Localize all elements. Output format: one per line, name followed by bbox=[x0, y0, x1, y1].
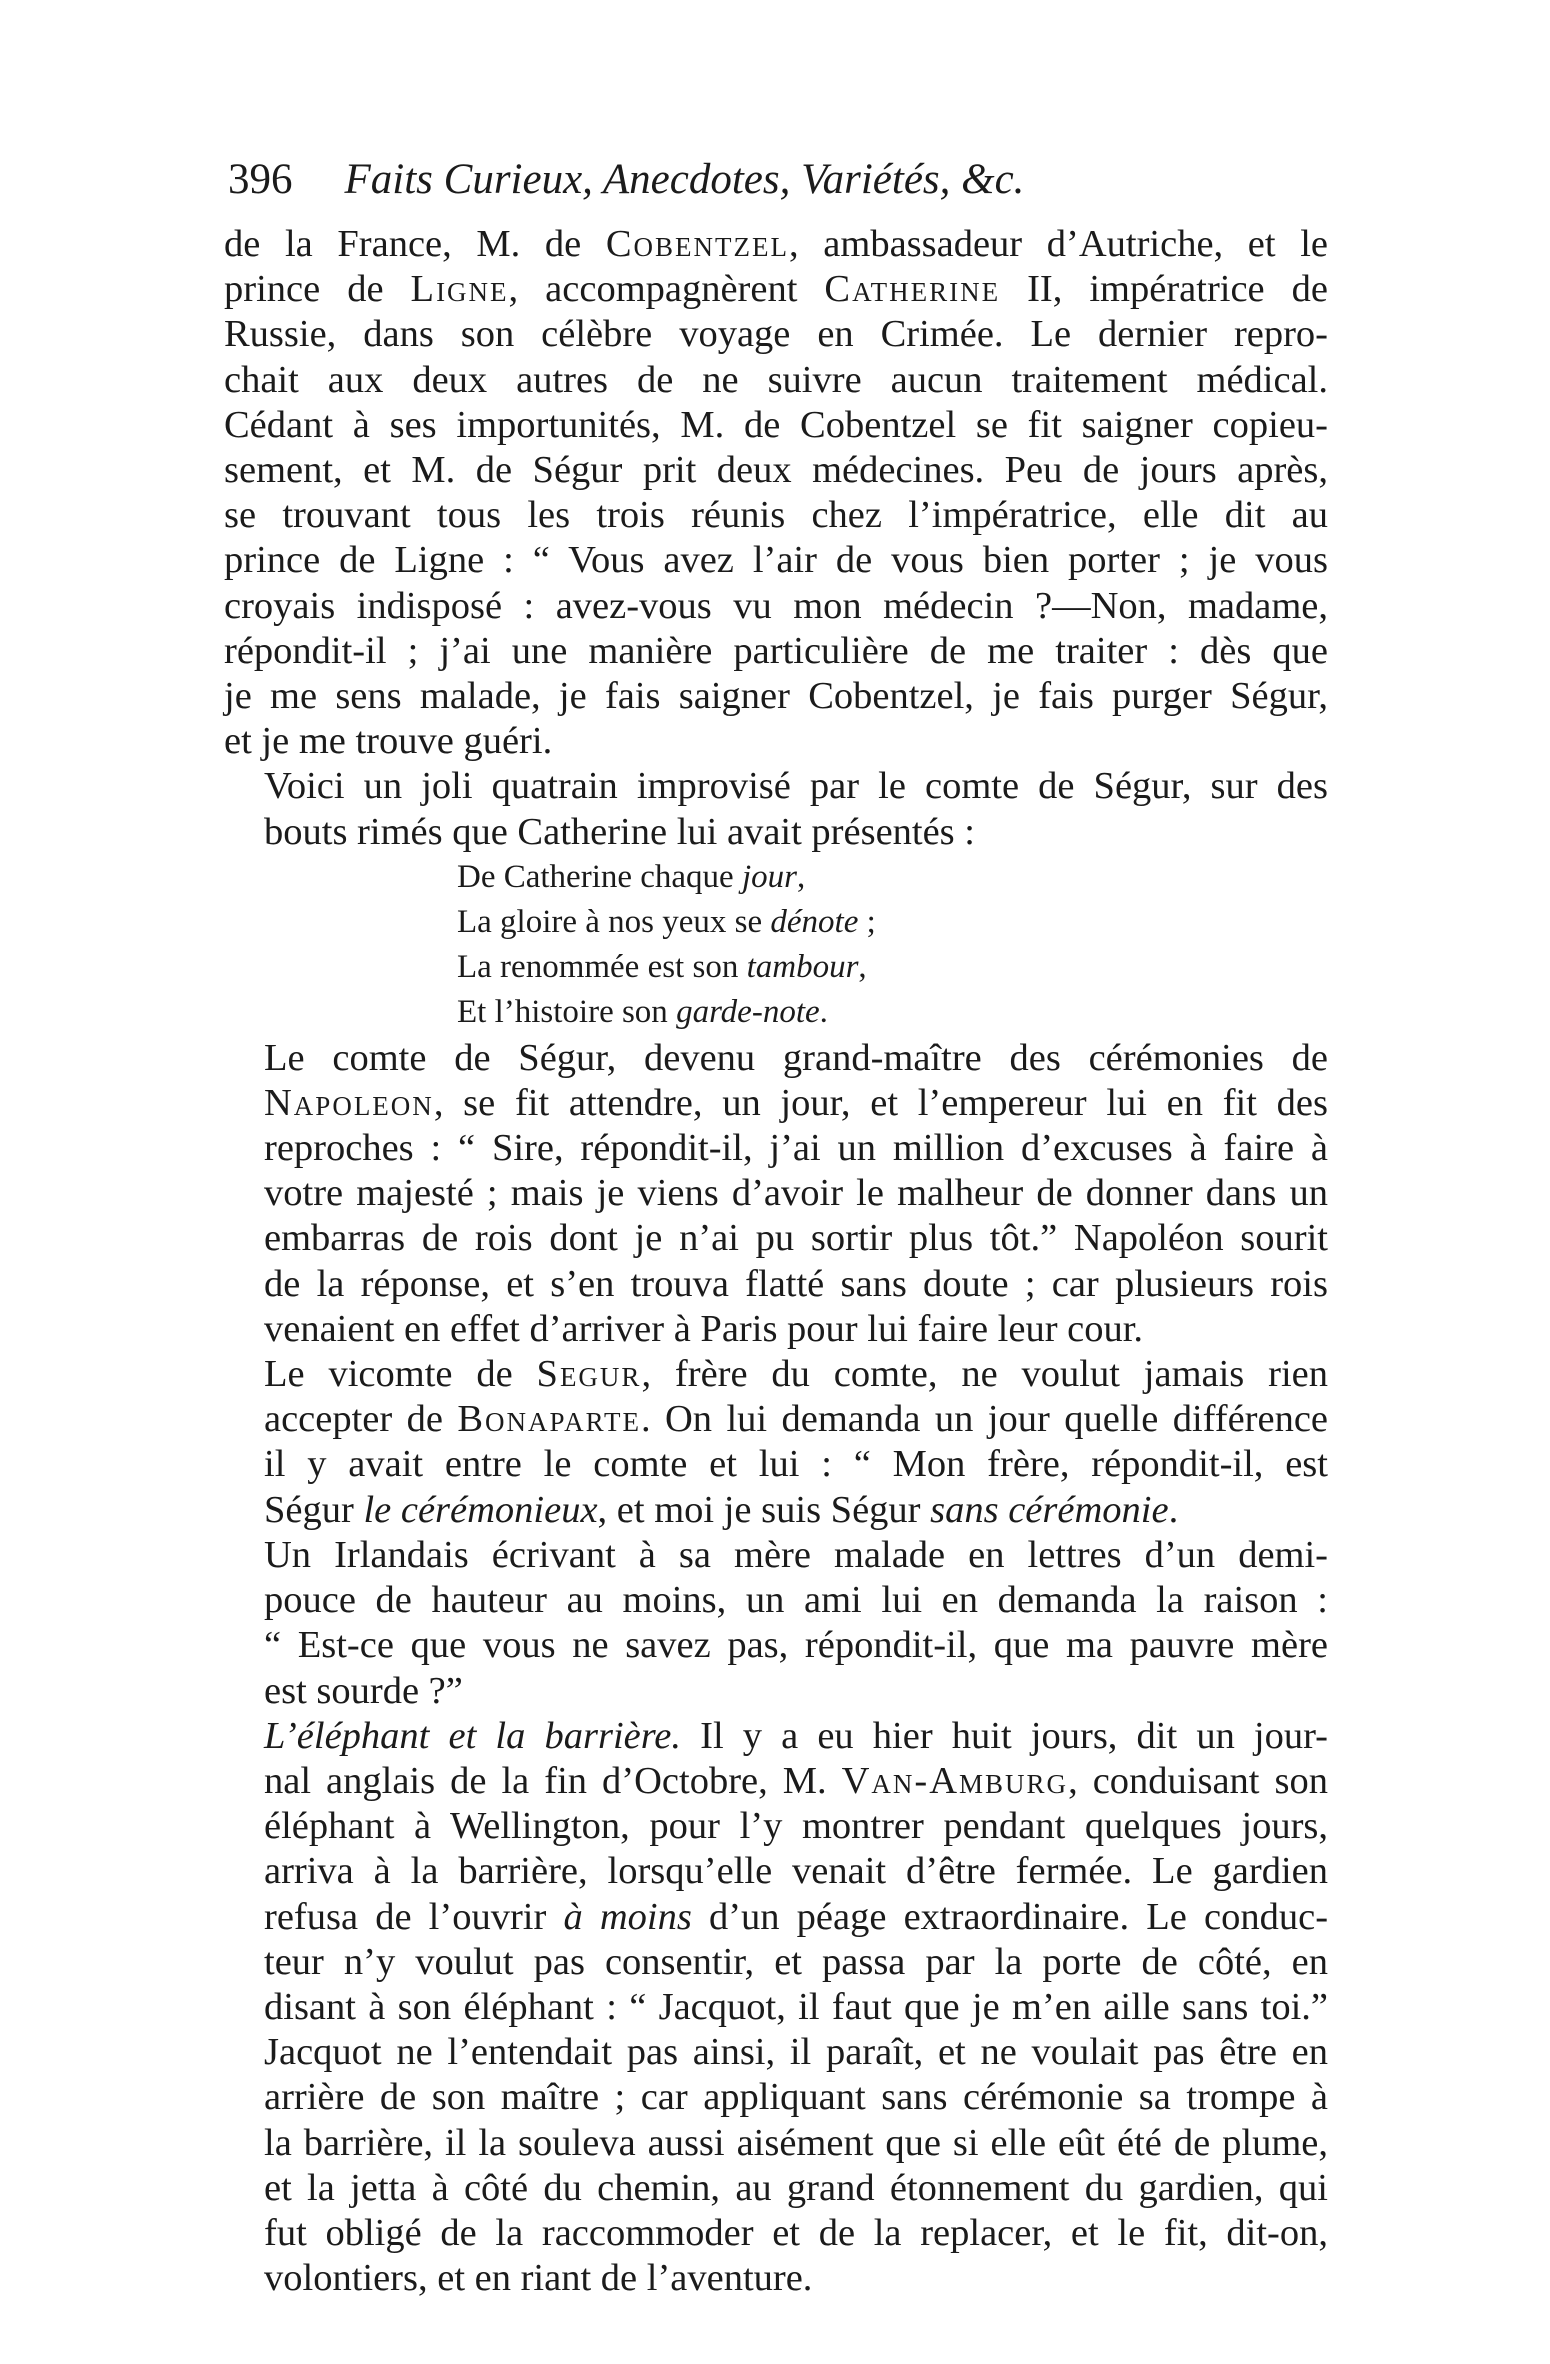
text-line: teur n’y voulut pas consentir, et passa par la porte de côté, en bbox=[264, 1940, 1328, 1983]
verse-line: La gloire à nos yeux se dénote ; bbox=[457, 904, 876, 941]
text-line: fut obligé de la raccommoder et de la replacer, et le fit, dit-on, bbox=[264, 2211, 1328, 2254]
text-line: croyais indisposé : avez-vous vu mon médecin ?—Non, madame, bbox=[224, 584, 1328, 627]
text-line: éléphant à Wellington, pour l’y montrer pendant quelques jours, bbox=[264, 1805, 1328, 1848]
text-line: chait aux deux autres de ne suivre aucun traitement médical. bbox=[224, 358, 1328, 401]
anecdote-title: L’éléphant et la barrière. bbox=[264, 1714, 681, 1757]
paragraph-elephant bbox=[224, 1714, 1328, 2302]
text-line: reproches : “ Sire, répondit-il, j’ai un million d’excuses à faire à bbox=[264, 1127, 1328, 1170]
text-line: prince de Ligne, accompagnèrent Catherine II, impératrice de bbox=[224, 268, 1328, 311]
name-ligne: Ligne bbox=[410, 268, 509, 311]
text-line: pouce de hauteur au moins, un ami lui en demanda la raison : bbox=[264, 1579, 1328, 1622]
text-line: Jacquot ne l’entendait pas ainsi, il paraît, et ne voulait pas être en bbox=[264, 2031, 1328, 2074]
text-line: embarras de rois dont je n’ai pu sortir plus tôt.” Napoléon sourit bbox=[264, 1217, 1328, 1260]
text-line: est sourde ?” bbox=[264, 1669, 463, 1712]
text-line: refusa de l’ouvrir à moins d’un péage extraordinaire. Le conduc- bbox=[264, 1895, 1329, 1938]
paragraph-irlandais bbox=[224, 1533, 1328, 1714]
text-line: volontiers, et en riant de l’aventure. bbox=[264, 2257, 813, 2300]
paragraph-cobentzel bbox=[224, 222, 1328, 764]
text-line: Ségur le cérémonieux, et moi je suis Ségur sans cérémonie. bbox=[264, 1488, 1179, 1531]
text-line: arriva à la barrière, lorsqu’elle venait d’être fermée. Le gardien bbox=[264, 1850, 1328, 1893]
paragraph-quatrain-intro bbox=[224, 764, 1328, 854]
text-line: de la France, M. de Cobentzel, ambassadeur d’Autriche, et le bbox=[224, 223, 1328, 265]
text-line: Le vicomte de Segur, frère du comte, ne voulut jamais rien bbox=[264, 1353, 1328, 1396]
text-line: “ Est-ce que vous ne savez pas, répondit-il, que ma pauvre mère bbox=[264, 1624, 1328, 1667]
text-line: nal anglais de la fin d’Octobre, M. Van-Amburg, conduisant son bbox=[264, 1759, 1328, 1802]
text-line: Le comte de Ségur, devenu grand-maître des cérémonies de bbox=[264, 1036, 1328, 1079]
name-bonaparte: Bonaparte bbox=[457, 1398, 641, 1441]
verse-line: Et l’histoire son garde-note. bbox=[457, 994, 828, 1031]
text-line: venaient en effet d’arriver à Paris pour lui faire leur cour. bbox=[264, 1307, 1144, 1350]
text-line: Voici un joli quatrain improvisé par le comte de Ségur, sur des bbox=[264, 765, 1328, 808]
running-title: Faits Curieux, Anecdotes, Variétés, &c. bbox=[344, 156, 1025, 203]
text-line: répondit-il ; j’ai une manière particulière de me traiter : dès que bbox=[224, 629, 1328, 672]
text-line: Un Irlandais écrivant à sa mère malade en lettres d’un demi- bbox=[264, 1533, 1328, 1576]
text-line: arrière de son maître ; car appliquant sans cérémonie sa trompe à bbox=[264, 2076, 1328, 2119]
page-header bbox=[228, 150, 1328, 210]
verse-line: La renommée est son tambour, bbox=[457, 949, 867, 986]
name-catherine: Catherine bbox=[824, 268, 1001, 311]
text-line: votre majesté ; mais je viens d’avoir le malheur de donner dans un bbox=[264, 1172, 1328, 1215]
name-cobentzel: Cobentzel bbox=[605, 223, 790, 265]
name-napoleon: Napoleon bbox=[264, 1081, 434, 1124]
text-line: bouts rimés que Catherine lui avait présentés : bbox=[264, 810, 975, 853]
name-segur: Segur bbox=[536, 1353, 642, 1396]
text-line: et je me trouve guéri. bbox=[224, 720, 553, 763]
quatrain bbox=[224, 855, 1328, 1036]
text-line: se trouvant tous les trois réunis chez l’impératrice, elle dit au bbox=[224, 494, 1328, 537]
paragraph-segur-napoleon bbox=[224, 1036, 1328, 1352]
text-line: sement, et M. de Ségur prit deux médecines. Peu de jours après, bbox=[224, 449, 1328, 492]
page-number: 396 bbox=[228, 156, 293, 203]
text-line: la barrière, il la souleva aussi aisément que si elle eût été de plume, bbox=[264, 2121, 1328, 2164]
paragraph-vicomte-segur bbox=[224, 1352, 1328, 1533]
body-text bbox=[224, 222, 1328, 2301]
text-line: Napoleon, se fit attendre, un jour, et l’empereur lui en fit des bbox=[264, 1081, 1328, 1124]
text-line: accepter de Bonaparte. On lui demanda un jour quelle différence bbox=[264, 1398, 1329, 1441]
text-line: Russie, dans son célèbre voyage en Crimée. Le dernier repro- bbox=[224, 313, 1328, 356]
text-line: il y avait entre le comte et lui : “ Mon frère, répondit-il, est bbox=[264, 1443, 1328, 1486]
text-line: de la réponse, et s’en trouva flatté sans doute ; car plusieurs rois bbox=[264, 1262, 1328, 1305]
text-line: disant à son éléphant : “ Jacquot, il faut que je m’en aille sans toi.” bbox=[264, 1985, 1328, 2028]
text-line: L’éléphant et la barrière. Il y a eu hier huit jours, dit un jour- bbox=[264, 1714, 1329, 1757]
text-line: je me sens malade, je fais saigner Cobentzel, je fais purger Ségur, bbox=[224, 675, 1328, 718]
name-van-amburg: Van-Amburg bbox=[841, 1759, 1069, 1802]
verse-line: De Catherine chaque jour, bbox=[457, 858, 806, 895]
text-line: et la jetta à côté du chemin, au grand étonnement du gardien, qui bbox=[264, 2166, 1328, 2209]
text-line: Cédant à ses importunités, M. de Cobentzel se fit saigner copieu- bbox=[224, 403, 1328, 446]
text-line: prince de Ligne : “ Vous avez l’air de vous bien porter ; je vous bbox=[224, 539, 1328, 582]
